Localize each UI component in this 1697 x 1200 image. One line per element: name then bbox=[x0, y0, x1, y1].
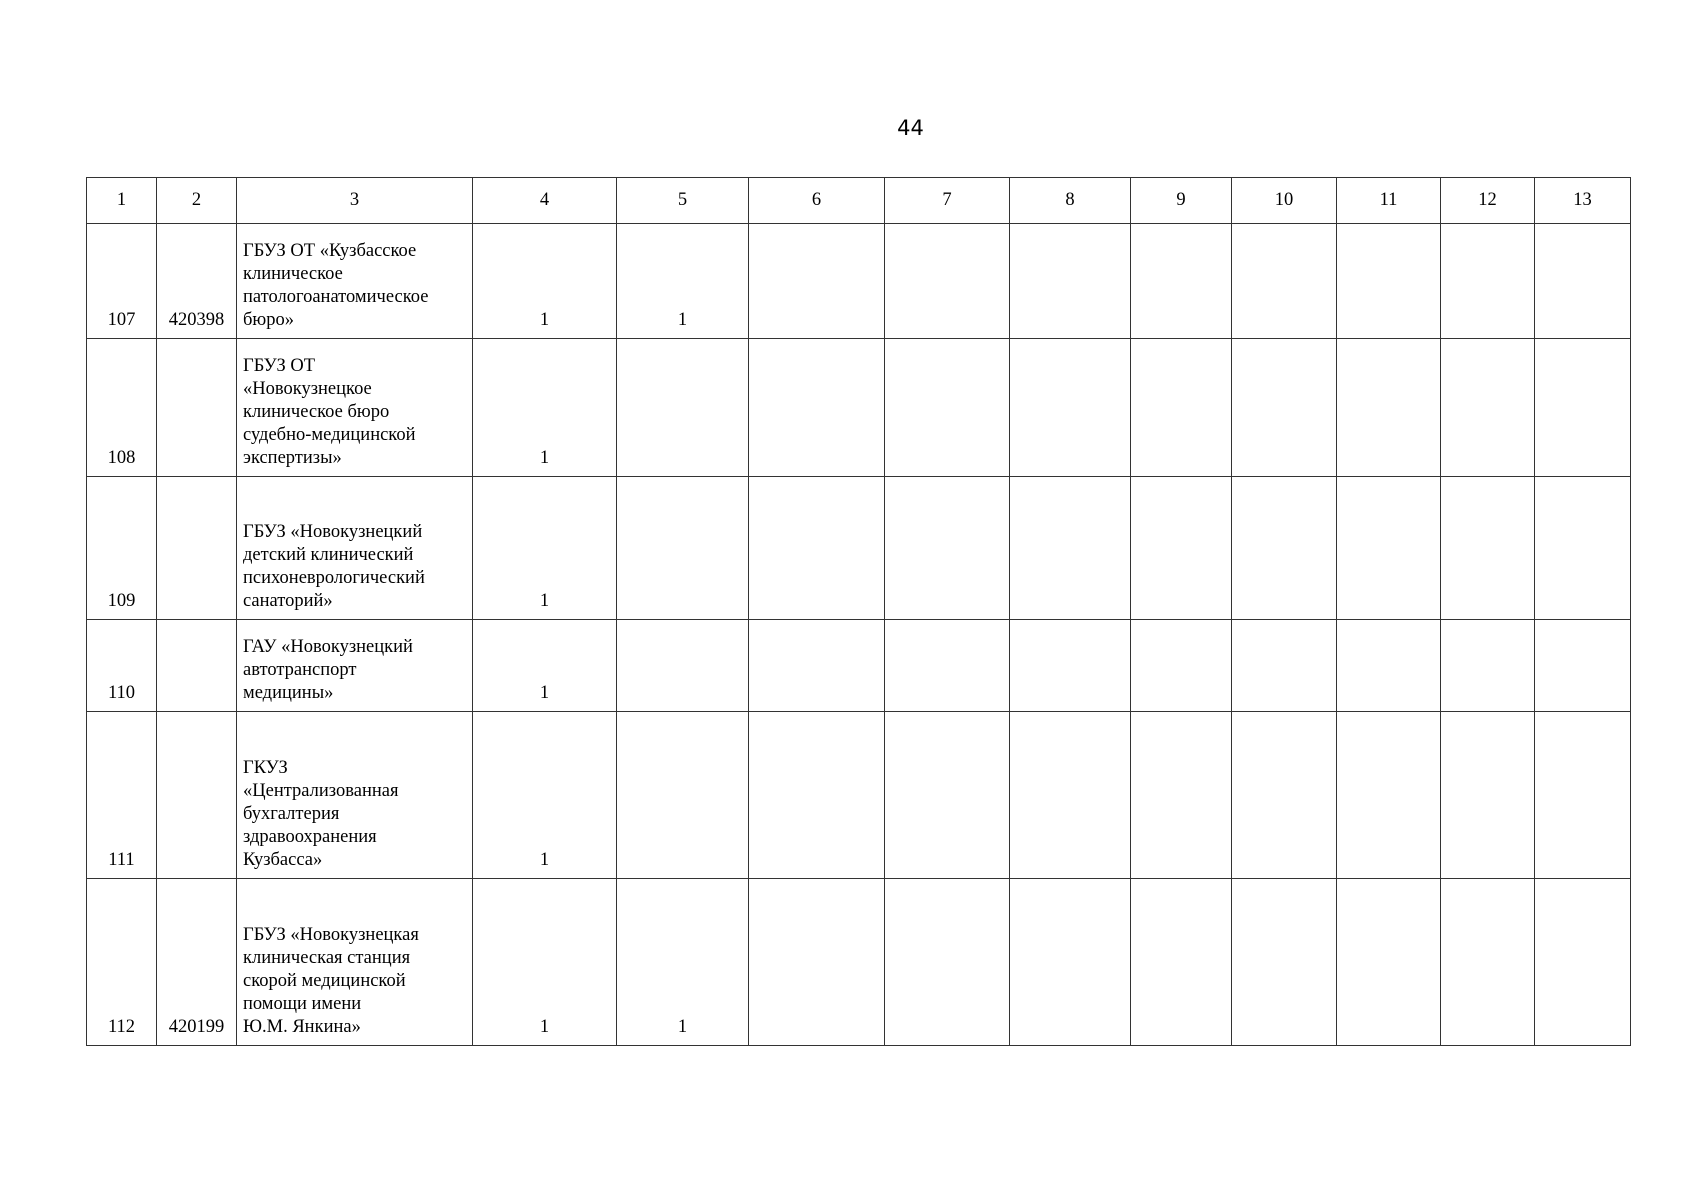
column-header: 4 bbox=[473, 178, 617, 224]
value-cell: 1 bbox=[473, 712, 617, 879]
table-row bbox=[87, 339, 1631, 477]
empty-cell bbox=[1337, 712, 1441, 879]
column-header: 7 bbox=[885, 178, 1010, 224]
empty-cell bbox=[1010, 224, 1131, 339]
empty-cell bbox=[1232, 339, 1337, 477]
empty-cell bbox=[1441, 620, 1535, 712]
empty-cell bbox=[1010, 339, 1131, 477]
table-row bbox=[87, 620, 1631, 712]
row-number-cell: 110 bbox=[87, 620, 157, 712]
empty-cell bbox=[1232, 712, 1337, 879]
column-header: 13 bbox=[1535, 178, 1631, 224]
empty-cell bbox=[1010, 879, 1131, 1046]
empty-cell bbox=[749, 879, 885, 1046]
empty-cell bbox=[1010, 712, 1131, 879]
empty-cell bbox=[1232, 620, 1337, 712]
empty-cell bbox=[1337, 620, 1441, 712]
empty-cell bbox=[1232, 477, 1337, 620]
code-cell: 420398 bbox=[157, 224, 237, 339]
empty-cell bbox=[885, 224, 1010, 339]
empty-cell bbox=[1337, 339, 1441, 477]
empty-cell bbox=[1131, 339, 1232, 477]
value-cell bbox=[617, 477, 749, 620]
empty-cell bbox=[1131, 620, 1232, 712]
table-row bbox=[87, 879, 1631, 1046]
empty-cell bbox=[885, 879, 1010, 1046]
empty-cell bbox=[749, 339, 885, 477]
organization-name-cell: ГКУЗ «Централизованная бухгалтерия здравоохранения Кузбасса» bbox=[237, 712, 473, 879]
empty-cell bbox=[1441, 224, 1535, 339]
row-number-cell: 108 bbox=[87, 339, 157, 477]
column-header: 10 bbox=[1232, 178, 1337, 224]
empty-cell bbox=[1010, 477, 1131, 620]
organization-name-cell: ГАУ «Новокузнецкий автотранспорт медицины» bbox=[237, 620, 473, 712]
value-cell: 1 bbox=[617, 879, 749, 1046]
organization-name-cell: ГБУЗ «Новокузнецкий детский клинический психоневрологический санаторий» bbox=[237, 477, 473, 620]
empty-cell bbox=[1441, 339, 1535, 477]
empty-cell bbox=[1441, 879, 1535, 1046]
empty-cell bbox=[1131, 477, 1232, 620]
column-header: 3 bbox=[237, 178, 473, 224]
empty-cell bbox=[1337, 879, 1441, 1046]
value-cell: 1 bbox=[473, 339, 617, 477]
value-cell: 1 bbox=[473, 224, 617, 339]
empty-cell bbox=[1535, 879, 1631, 1046]
code-cell bbox=[157, 712, 237, 879]
code-cell bbox=[157, 339, 237, 477]
code-cell bbox=[157, 620, 237, 712]
code-cell bbox=[157, 477, 237, 620]
row-number-cell: 111 bbox=[87, 712, 157, 879]
empty-cell bbox=[749, 712, 885, 879]
empty-cell bbox=[749, 224, 885, 339]
empty-cell bbox=[1535, 712, 1631, 879]
empty-cell bbox=[1337, 224, 1441, 339]
empty-cell bbox=[1535, 477, 1631, 620]
empty-cell bbox=[1131, 712, 1232, 879]
page-number: 44 bbox=[897, 116, 924, 140]
column-header: 2 bbox=[157, 178, 237, 224]
column-header: 6 bbox=[749, 178, 885, 224]
table-row bbox=[87, 477, 1631, 620]
empty-cell bbox=[749, 477, 885, 620]
code-cell: 420199 bbox=[157, 879, 237, 1046]
column-header: 8 bbox=[1010, 178, 1131, 224]
value-cell: 1 bbox=[473, 620, 617, 712]
data-table bbox=[86, 177, 1631, 1046]
empty-cell bbox=[1535, 224, 1631, 339]
empty-cell bbox=[1232, 224, 1337, 339]
column-header: 5 bbox=[617, 178, 749, 224]
empty-cell bbox=[749, 620, 885, 712]
value-cell bbox=[617, 339, 749, 477]
row-number-cell: 107 bbox=[87, 224, 157, 339]
column-header: 9 bbox=[1131, 178, 1232, 224]
value-cell: 1 bbox=[473, 879, 617, 1046]
value-cell: 1 bbox=[617, 224, 749, 339]
value-cell: 1 bbox=[473, 477, 617, 620]
column-header: 1 bbox=[87, 178, 157, 224]
value-cell bbox=[617, 712, 749, 879]
empty-cell bbox=[885, 712, 1010, 879]
empty-cell bbox=[885, 339, 1010, 477]
column-header: 12 bbox=[1441, 178, 1535, 224]
header-row bbox=[87, 178, 1631, 224]
empty-cell bbox=[1232, 879, 1337, 1046]
organization-name-cell: ГБУЗ ОТ «Новокузнецкое клиническое бюро судебно-медицинской экспертизы» bbox=[237, 339, 473, 477]
empty-cell bbox=[885, 477, 1010, 620]
empty-cell bbox=[1535, 339, 1631, 477]
row-number-cell: 112 bbox=[87, 879, 157, 1046]
table-row bbox=[87, 224, 1631, 339]
empty-cell bbox=[1131, 224, 1232, 339]
empty-cell bbox=[1131, 879, 1232, 1046]
value-cell bbox=[617, 620, 749, 712]
empty-cell bbox=[1010, 620, 1131, 712]
empty-cell bbox=[1337, 477, 1441, 620]
organization-name-cell: ГБУЗ ОТ «Кузбасское клиническое патологоанатомическое бюро» bbox=[237, 224, 473, 339]
empty-cell bbox=[1441, 712, 1535, 879]
empty-cell bbox=[885, 620, 1010, 712]
table-row bbox=[87, 712, 1631, 879]
row-number-cell: 109 bbox=[87, 477, 157, 620]
organization-name-cell: ГБУЗ «Новокузнецкая клиническая станция скорой медицинской помощи имени Ю.М. Янкина» bbox=[237, 879, 473, 1046]
empty-cell bbox=[1441, 477, 1535, 620]
column-header: 11 bbox=[1337, 178, 1441, 224]
empty-cell bbox=[1535, 620, 1631, 712]
